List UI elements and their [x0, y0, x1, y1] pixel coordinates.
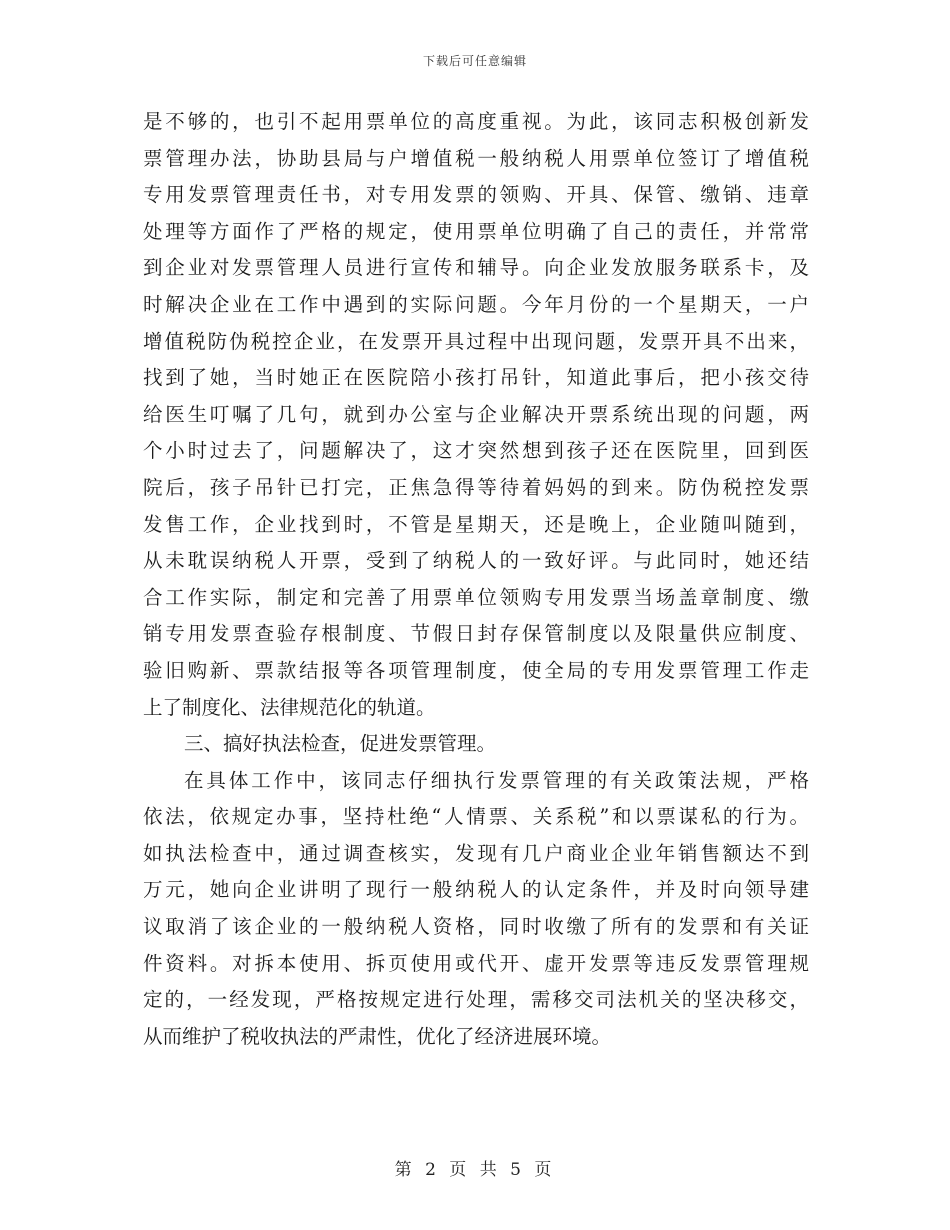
text-line: 给医生叮嘱了几句，就到办公室与企业解决开票系统出现的问题，两 — [143, 402, 809, 426]
text-line: 增值税防伪税控企业，在发票开具过程中出现问题，发票开具不出来， — [143, 329, 809, 353]
text-line: 找到了她，当时她正在医院陪小孩打吊针，知道此事后，把小孩交待 — [143, 366, 809, 390]
document-body — [143, 104, 809, 1055]
text-line: 定的，一经发现，严格按规定进行处理，需移交司法机关的坚决移交， — [143, 988, 809, 1012]
text-line: 专用发票管理责任书，对专用发票的领购、开具、保管、缴销、违章 — [143, 183, 809, 207]
page-header: 下载后可任意编辑 — [422, 54, 527, 68]
section-heading: 三、搞好执法检查，促进发票管理。 — [184, 732, 497, 756]
text-line: 议取消了该企业的一般纳税人资格，同时收缴了所有的发票和有关证 — [143, 915, 809, 939]
text-line: 票管理办法，协助县局与户增值税一般纳税人用票单位签订了增值税 — [143, 146, 809, 170]
text-line: 从而维护了税收执法的严肃性，优化了经济进展环境。 — [143, 1024, 612, 1048]
text-line: 处理等方面作了严格的规定，使用票单位明确了自己的责任，并常常 — [143, 219, 809, 243]
text-line: 在具体工作中，该同志仔细执行发票管理的有关政策法规，严格 — [184, 768, 809, 792]
text-line: 是不够的，也引不起用票单位的高度重视。为此，该同志积极创新发 — [143, 110, 809, 133]
text-line: 上了制度化、法律规范化的轨道。 — [143, 695, 436, 719]
text-line: 合工作实际，制定和完善了用票单位领购专用发票当场盖章制度、缴 — [143, 585, 809, 609]
text-line: 万元，她向企业讲明了现行一般纳税人的认定条件，并及时向领导建 — [143, 878, 809, 902]
page-number: 第 2 页 共 5 页 — [394, 1160, 556, 1180]
text-line: 件资料。对拆本使用、拆页使用或代开、虚开发票等违反发票管理规 — [143, 951, 809, 975]
text-line: 验旧购新、票款结报等各项管理制度，使全局的专用发票管理工作走 — [143, 658, 809, 682]
text-line: 销专用发票查验存根制度、节假日封存保管制度以及限量供应制度、 — [143, 622, 809, 646]
text-line: 个小时过去了，问题解决了，这才突然想到孩子还在医院里，回到医 — [143, 439, 809, 463]
text-line: 时解决企业在工作中遇到的实际问题。今年月份的一个星期天，一户 — [143, 292, 809, 316]
text-line: 如执法检查中，通过调查核实，发现有几户商业企业年销售额达不到 — [143, 841, 809, 865]
text-line: 从未耽误纳税人开票，受到了纳税人的一致好评。与此同时，她还结 — [143, 549, 809, 573]
text-line: 依法，依规定办事，坚持杜绝“人情票、关系税”和以票谋私的行为。 — [143, 805, 809, 829]
text-line: 发售工作，企业找到时，不管是星期天，还是晚上，企业随叫随到， — [143, 512, 809, 536]
text-line: 院后，孩子吊针已打完，正焦急得等待着妈妈的到来。防伪税控发票 — [143, 475, 809, 499]
text-line: 到企业对发票管理人员进行宣传和辅导。向企业发放服务联系卡，及 — [143, 256, 809, 280]
